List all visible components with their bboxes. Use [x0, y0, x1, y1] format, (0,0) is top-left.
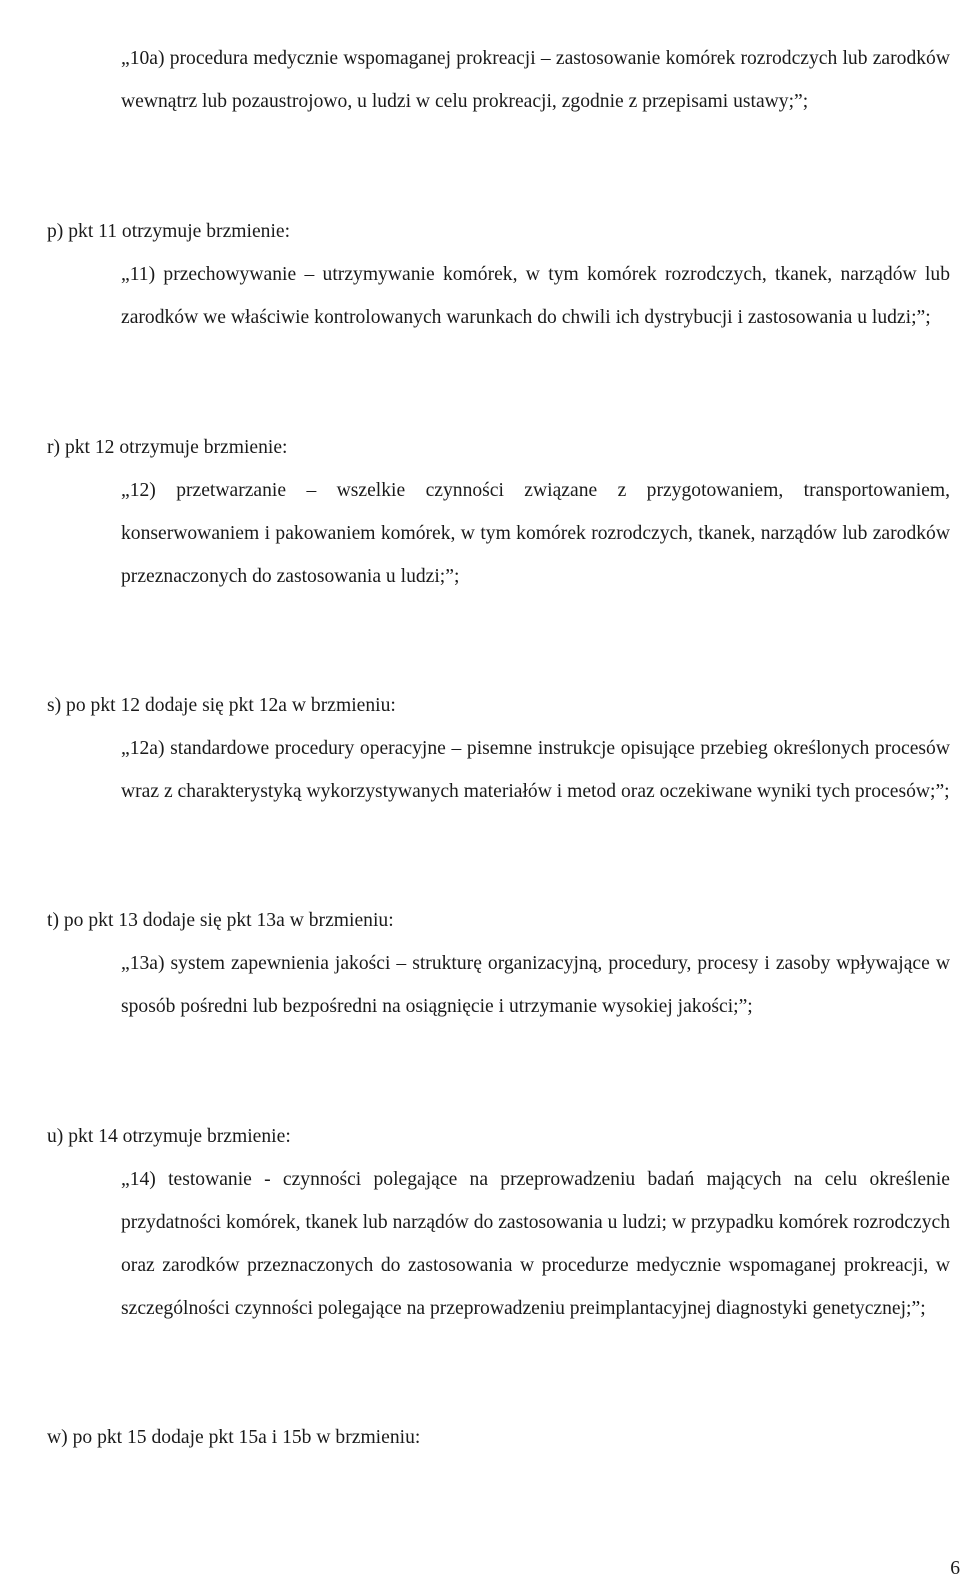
item-u — [0, 1115, 960, 1330]
item-heading: s) po pkt 12 dodaje się pkt 12a w brzmieniu: — [47, 695, 396, 716]
item-quote: „12a) standardowe procedury operacyjne – pisemne instrukcje opisujące przebieg określonych procesów wraz z charakterystyką wykorzystywanych materiałów i metod oraz oczekiwane wyniki tych procesów;”; — [121, 738, 950, 802]
item-quote: „14) testowanie - czynności polegające na przeprowadzeniu badań mających na celu określenie przydatności komórek, tkanek lub narządów do zastosowania u ludzi; w przypadku komórek rozrodczych oraz zarodków przeznaczonych do zastosowania w procedurze medycznie wspomaganej prokreacji, w szczególności czynności polegające na przeprowadzeniu preimplantacyjnej diagnostyki genetycznej;”; — [121, 1169, 950, 1319]
item-heading: t) po pkt 13 dodaje się pkt 13a w brzmieniu: — [47, 910, 394, 931]
item-t — [0, 899, 960, 1028]
item-heading: w) po pkt 15 dodaje pkt 15a i 15b w brzmieniu: — [47, 1427, 421, 1448]
item-quote: „11) przechowywanie – utrzymywanie komórek, w tym komórek rozrodczych, tkanek, narządów lub zarodków we właściwie kontrolowanych warunkach do chwili ich dystrybucji i zastosowania u ludzi;”; — [121, 264, 950, 328]
item-p — [0, 210, 960, 339]
intro-block — [0, 37, 960, 123]
item-heading: u) pkt 14 otrzymuje brzmienie: — [47, 1126, 291, 1147]
item-heading: r) pkt 12 otrzymuje brzmienie: — [47, 437, 288, 458]
item-r — [0, 426, 960, 598]
item-w — [0, 1416, 960, 1459]
item-heading: p) pkt 11 otrzymuje brzmienie: — [47, 221, 291, 242]
intro-quote: „10a) procedura medycznie wspomaganej prokreacji – zastosowanie komórek rozrodczych lub zarodków wewnątrz lub pozaustrojowo, u ludzi w celu prokreacji, zgodnie z przepisami ustawy;”; — [121, 48, 950, 112]
page-number: 6 — [950, 1558, 960, 1579]
item-quote: „13a) system zapewnienia jakości – strukturę organizacyjną, procedury, procesy i zasoby wpływające w sposób pośredni lub bezpośredni na osiągnięcie i utrzymanie wysokiej jakości;”; — [121, 953, 950, 1017]
item-s — [0, 684, 960, 813]
item-quote: „12) przetwarzanie – wszelkie czynności związane z przygotowaniem, transportowaniem, konserwowaniem i pakowaniem komórek, w tym komórek rozrodczych, tkanek, narządów lub zarodków przeznaczonych do zastosowania u ludzi;”; — [121, 480, 950, 587]
